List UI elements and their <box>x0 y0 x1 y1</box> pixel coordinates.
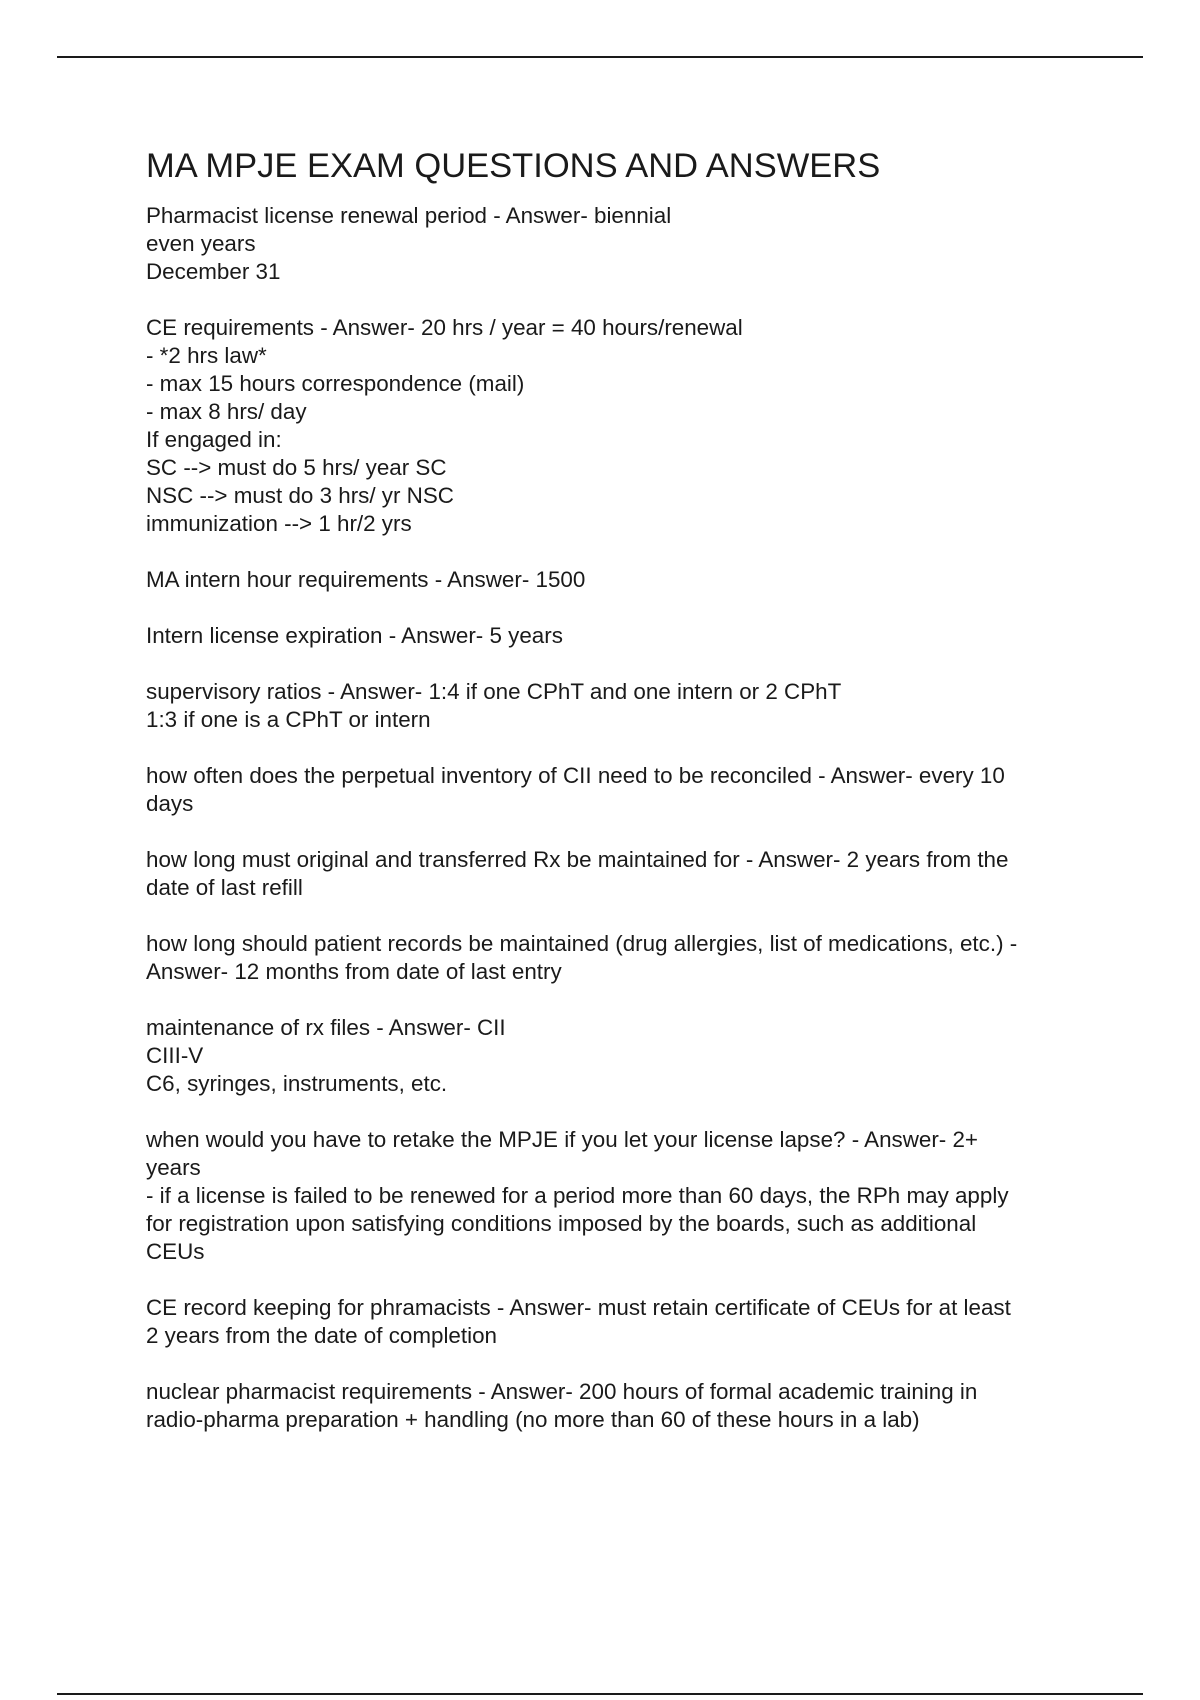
qa-line: maintenance of rx files - Answer- CII <box>146 1015 506 1040</box>
qa-line: supervisory ratios - Answer- 1:4 if one CPhT and one intern or 2 CPhT <box>146 679 842 704</box>
qa-entry <box>146 678 1086 734</box>
qa-line: Answer- 12 months from date of last entry <box>146 959 562 984</box>
qa-line: NSC --> must do 3 hrs/ yr NSC <box>146 483 454 508</box>
qa-entry <box>146 1014 1086 1098</box>
qa-entry <box>146 622 1086 650</box>
qa-line: CEUs <box>146 1239 205 1264</box>
qa-line: December 31 <box>146 259 281 284</box>
qa-line: - if a license is failed to be renewed for a period more than 60 days, the RPh may apply <box>146 1183 1009 1208</box>
qa-line: Intern license expiration - Answer- 5 years <box>146 623 563 648</box>
qa-entry <box>146 1126 1086 1266</box>
qa-entry <box>146 202 1086 286</box>
qa-line: how long must original and transferred Rx be maintained for - Answer- 2 years from the <box>146 847 1009 872</box>
qa-line: Pharmacist license renewal period - Answer- biennial <box>146 203 672 228</box>
qa-entry <box>146 1378 1086 1434</box>
qa-list <box>146 202 1086 1434</box>
qa-line: SC --> must do 5 hrs/ year SC <box>146 455 447 480</box>
qa-line: how long should patient records be maintained (drug allergies, list of medications, etc.) - <box>146 931 1018 956</box>
qa-line: days <box>146 791 194 816</box>
qa-line: - max 15 hours correspondence (mail) <box>146 371 525 396</box>
qa-line: nuclear pharmacist requirements - Answer- 200 hours of formal academic training in <box>146 1379 978 1404</box>
qa-line: - *2 hrs law* <box>146 343 267 368</box>
qa-line: - max 8 hrs/ day <box>146 399 307 424</box>
qa-line: MA intern hour requirements - Answer- 1500 <box>146 567 586 592</box>
qa-entry <box>146 1294 1086 1350</box>
qa-line: 2 years from the date of completion <box>146 1323 497 1348</box>
document-body <box>146 142 1086 1462</box>
document-title: MA MPJE EXAM QUESTIONS AND ANSWERS <box>146 147 881 185</box>
qa-line: date of last refill <box>146 875 303 900</box>
qa-entry <box>146 846 1086 902</box>
qa-line: when would you have to retake the MPJE if you let your license lapse? - Answer- 2+ <box>146 1127 979 1152</box>
qa-line: immunization --> 1 hr/2 yrs <box>146 511 412 536</box>
qa-line: CE requirements - Answer- 20 hrs / year = 40 hours/renewal <box>146 315 743 340</box>
qa-line: years <box>146 1155 201 1180</box>
qa-entry <box>146 566 1086 594</box>
top-divider <box>57 56 1143 58</box>
qa-line: C6, syringes, instruments, etc. <box>146 1071 448 1096</box>
bottom-divider <box>57 1693 1143 1695</box>
qa-entry <box>146 314 1086 538</box>
qa-line: 1:3 if one is a CPhT or intern <box>146 707 431 732</box>
qa-line: If engaged in: <box>146 427 282 452</box>
qa-line: CIII-V <box>146 1043 204 1068</box>
qa-entry <box>146 930 1086 986</box>
qa-entry <box>146 762 1086 818</box>
qa-line: radio-pharma preparation + handling (no more than 60 of these hours in a lab) <box>146 1407 920 1432</box>
qa-line: CE record keeping for phramacists - Answer- must retain certificate of CEUs for at least <box>146 1295 1011 1320</box>
qa-line: even years <box>146 231 256 256</box>
qa-line: for registration upon satisfying conditions imposed by the boards, such as additional <box>146 1211 977 1236</box>
qa-line: how often does the perpetual inventory of CII need to be reconciled - Answer- every 10 <box>146 763 1005 788</box>
